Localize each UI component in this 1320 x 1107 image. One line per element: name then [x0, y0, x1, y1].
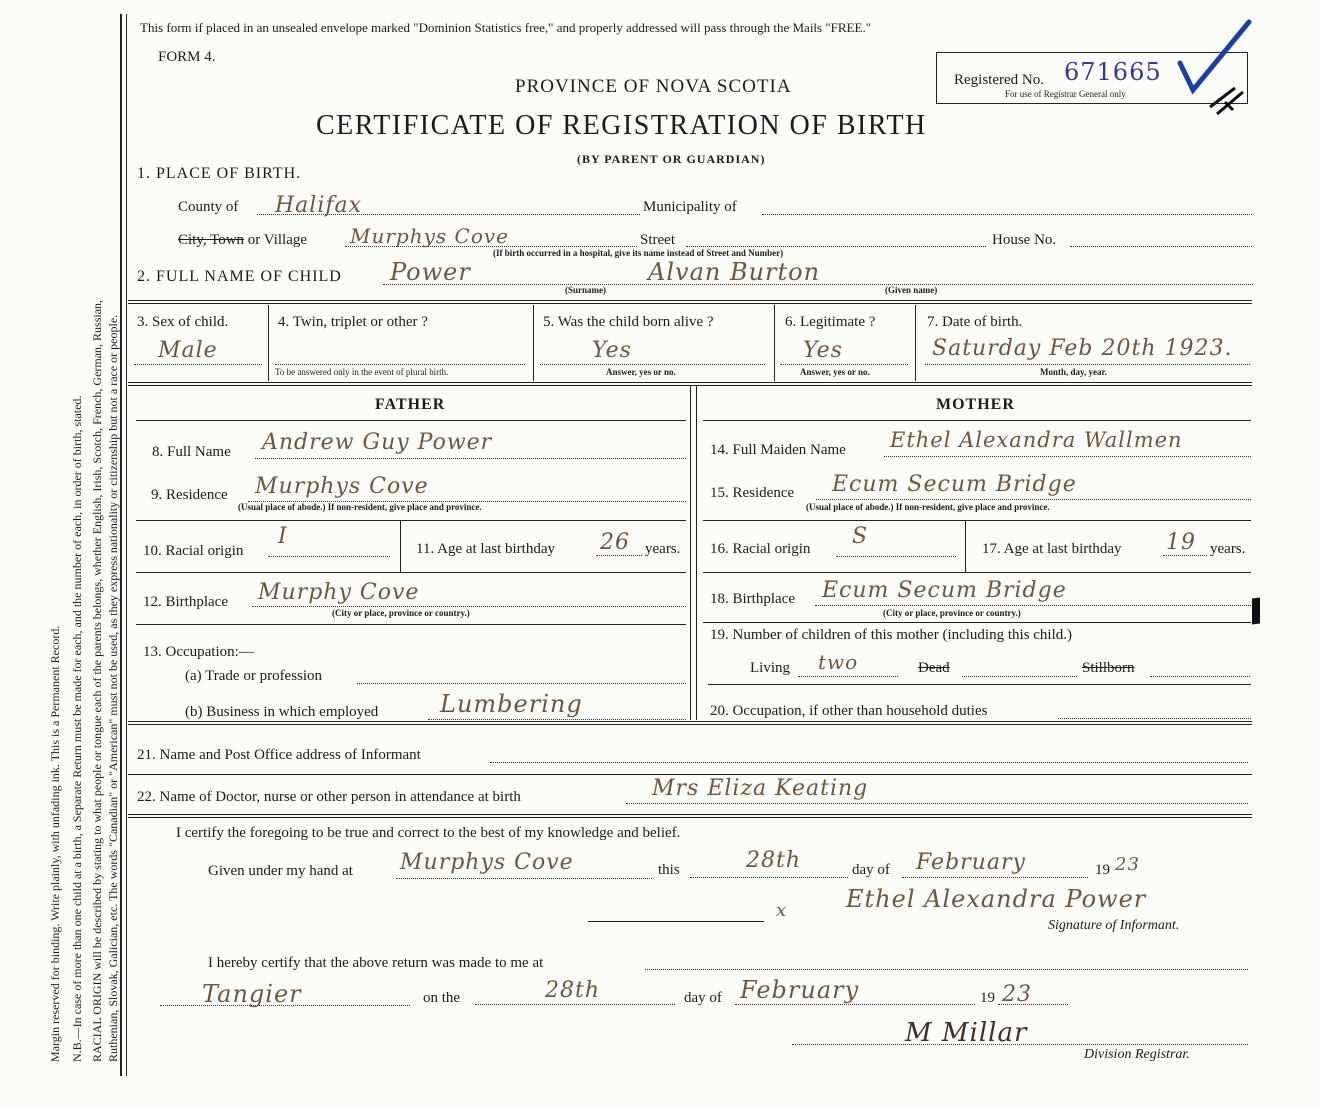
city-town-label	[178, 232, 307, 249]
certify-month-value: February	[916, 850, 1026, 875]
legitimate-caption: Answer, yes or no.	[800, 367, 870, 377]
registrar-place-line	[160, 1005, 410, 1006]
certify-year-prefix: 19	[1095, 862, 1110, 878]
father-heading-rule	[136, 420, 686, 421]
legitimate-value: Yes	[803, 338, 843, 363]
mother-name-value: Ethel Alexandra Wallmen	[890, 428, 1183, 452]
father-row-rule-2	[136, 572, 686, 573]
province-heading: PROVINCE OF NOVA SCOTIA	[515, 76, 792, 97]
margin-note-racial-2	[106, 315, 121, 1062]
county-label: County of	[178, 199, 239, 215]
father-age-value: 26	[600, 530, 630, 555]
sex-label: 3. Sex of child.	[137, 314, 229, 330]
mother-residence-label: 15. Residence	[710, 485, 795, 501]
informant-signature: Ethel Alexandra Power	[846, 885, 1147, 913]
given-name-caption: (Given name)	[885, 285, 938, 295]
father-birthplace-value: Murphy Cove	[258, 580, 420, 605]
margin-note-binding	[48, 626, 63, 1062]
father-trade-label: (a) Trade or profession	[185, 668, 323, 684]
sex-line	[134, 364, 262, 365]
registrar-statement-line	[645, 969, 1248, 970]
village-value: Murphys Cove	[350, 224, 510, 248]
certificate-title: CERTIFICATE OF REGISTRATION OF BIRTH	[316, 110, 927, 141]
section-rule-4	[128, 814, 1252, 818]
mother-heading-rule	[703, 420, 1251, 421]
section-rule-3	[128, 721, 1252, 725]
mother-residence-caption: (Usual place of abode.) If non-resident, give place and province.	[806, 502, 1050, 512]
mother-row-rule-3	[703, 622, 1251, 623]
row3-div-1	[268, 305, 269, 381]
given-place-line	[396, 878, 652, 879]
father-name-value: Andrew Guy Power	[262, 430, 493, 455]
informant-mark-line	[588, 921, 764, 922]
father-residence-label: 9. Residence	[151, 487, 228, 503]
father-name-line	[255, 458, 686, 459]
mother-heading: MOTHER	[936, 396, 1015, 413]
mother-occupation-line	[1058, 718, 1251, 719]
alive-label: 5. Was the child born alive ?	[543, 314, 714, 330]
stillborn-line	[1150, 676, 1250, 677]
margin-border-inner	[126, 14, 127, 1076]
row3-div-2	[533, 305, 534, 381]
dead-line	[962, 676, 1077, 677]
hospital-note: (If birth occurred in a hospital, give its name instead of Street and Number)	[493, 248, 784, 258]
registrar-place-value: Tangier	[202, 980, 302, 1008]
doctor-value: Mrs Eliza Keating	[652, 776, 869, 801]
registrar-signature: M Millar	[905, 1018, 1028, 1048]
date-of-birth-value: Saturday Feb 20th 1923.	[932, 336, 1233, 361]
certify-day-line	[690, 877, 848, 878]
mother-racial-line	[836, 556, 956, 557]
certify-day-of-label: day of	[852, 862, 890, 878]
registrar-note: For use of Registrar General only	[1005, 89, 1126, 99]
street-label: Street	[640, 232, 675, 248]
mail-notice: This form if placed in an unsealed envelope marked "Dominion Statistics free," and properly addressed will pass through the Mails "FREE."	[140, 20, 872, 35]
registrar-year-line	[998, 1004, 1068, 1005]
city-town-struck: City, Town	[178, 232, 245, 248]
child-surname: Power	[390, 258, 471, 286]
registrar-year-prefix: 19	[980, 990, 995, 1006]
mother-row-rule-2	[703, 572, 1251, 573]
father-age-line	[596, 555, 642, 556]
section-rule-1	[128, 300, 1252, 304]
registrar-day-of-label: day of	[684, 990, 722, 1006]
margin-note-binding-text: Margin reserved for binding. Write plainly, with unfading ink. This is a Permanent Record.	[48, 625, 62, 1062]
informant-rule	[128, 774, 1252, 775]
margin-note-nb-text: N.B.—In case of more than one child at a birth, a Separate Return must be made for each, and the number of each, in order of birth, stated.	[70, 395, 84, 1062]
mother-age-line	[1163, 555, 1207, 556]
certify-day-value: 28th	[746, 848, 802, 873]
margin-note-nb	[70, 396, 85, 1062]
father-row-rule-3	[136, 624, 686, 625]
informant-signature-caption: Signature of Informant.	[1048, 918, 1180, 933]
father-name-label: 8. Full Name	[152, 444, 231, 460]
certify-month-line	[902, 877, 1088, 878]
child-given-name: Alvan Burton	[648, 258, 821, 286]
stillborn-label: Stillborn	[1082, 660, 1135, 676]
mother-name-line	[884, 456, 1251, 457]
father-age-label: 11. Age at last birthday	[416, 541, 555, 557]
registrar-signature-line	[792, 1044, 1248, 1045]
center-div-a	[690, 386, 691, 720]
dead-label: Dead	[918, 660, 950, 676]
twin-line	[275, 364, 525, 365]
margin-border	[120, 14, 122, 1076]
registrar-statement: I hereby certify that the above return was made to me at	[208, 955, 544, 971]
edge-clip-mark	[1252, 597, 1260, 624]
form-number: FORM 4.	[158, 49, 216, 65]
certify-statement: I certify the foregoing to be true and correct to the best of my knowledge and belief.	[176, 825, 681, 841]
row3-div-3	[774, 305, 775, 381]
date-line	[925, 364, 1250, 365]
father-row-rule-1	[136, 520, 686, 521]
margin-note-racial-1	[90, 300, 105, 1062]
twin-label: 4. Twin, triplet or other ?	[278, 314, 428, 330]
father-business-label: (b) Business in which employed	[185, 704, 379, 720]
mother-racial-div	[965, 521, 966, 572]
informant-mark: x	[776, 900, 788, 921]
father-residence-caption: (Usual place of abode.) If non-resident, give place and province.	[238, 502, 482, 512]
this-label: this	[658, 862, 680, 878]
mother-residence-line	[816, 499, 1251, 500]
father-occupation-label: 13. Occupation:—	[143, 644, 254, 660]
on-the-label: on the	[423, 990, 461, 1006]
mother-years: years.	[1210, 541, 1246, 557]
mother-occupation-label: 20. Occupation, if other than household duties	[710, 703, 988, 719]
father-racial-div	[400, 521, 401, 572]
municipality-line	[762, 214, 1252, 215]
living-label: Living	[750, 660, 790, 676]
mother-racial-value: S	[852, 524, 869, 549]
margin-note-racial-1-text: RACIAL ORIGIN will be described by stating to what people or tongue each of the parents belongs, whether English, Irish, Scotch, French, German, Russian,	[90, 299, 104, 1062]
given-place-value: Murphys Cove	[400, 850, 574, 875]
child-name-label: 2. FULL NAME OF CHILD	[137, 268, 342, 285]
mother-row-rule-1	[703, 520, 1251, 521]
mother-age-value: 19	[1166, 530, 1196, 555]
father-business-line	[428, 719, 686, 720]
registrar-caption: Division Registrar.	[1084, 1047, 1190, 1062]
living-value: two	[818, 650, 859, 674]
alive-caption: Answer, yes or no.	[606, 367, 676, 377]
father-residence-value: Murphys Cove	[255, 474, 429, 499]
place-of-birth-heading: 1. PLACE OF BIRTH.	[137, 165, 302, 182]
informant-line	[490, 762, 1248, 763]
mother-age-label: 17. Age at last birthday	[982, 541, 1122, 557]
registrar-day-line	[475, 1004, 675, 1005]
father-racial-label: 10. Racial origin	[143, 543, 244, 559]
twin-caption: To be answered only in the event of plural birth.	[275, 367, 449, 377]
date-of-birth-label: 7. Date of birth.	[927, 314, 1023, 330]
registrar-month-value: February	[740, 976, 860, 1004]
mother-residence-value: Ecum Secum Bridge	[832, 472, 1077, 497]
registered-number: 671665	[1064, 58, 1162, 86]
doctor-label: 22. Name of Doctor, nurse or other person in attendance at birth	[137, 789, 521, 805]
or-village-label: or Village	[247, 232, 308, 248]
father-years: years.	[645, 541, 681, 557]
registered-label: Registered No.	[954, 72, 1044, 88]
county-value: Halifax	[275, 193, 363, 218]
certificate-subtitle: (BY PARENT OR GUARDIAN)	[577, 152, 766, 166]
father-birthplace-label: 12. Birthplace	[143, 594, 228, 610]
house-no-label: House No.	[992, 232, 1057, 248]
margin-note-racial-2-text: Ruthenian, Slovak, Galician, etc. The words "Canadian" or "American" must not be used, as they express nationality or citizenship but not a race or people.	[106, 314, 120, 1062]
mother-birthplace-caption: (City or place, province or country.)	[883, 608, 1021, 618]
house-line	[1070, 246, 1252, 247]
date-caption: Month, day, year.	[1040, 367, 1107, 377]
mother-children-label: 19. Number of children of this mother (including this child.)	[710, 627, 1073, 643]
informant-label: 21. Name and Post Office address of Informant	[137, 747, 421, 763]
alive-line	[540, 364, 765, 365]
legitimate-label: 6. Legitimate ?	[785, 314, 876, 330]
registrar-day-value: 28th	[545, 978, 601, 1003]
father-business-value: Lumbering	[440, 690, 583, 718]
stamp-scribble-icon	[1205, 82, 1250, 122]
registrar-month-line	[735, 1004, 975, 1005]
mother-name-label: 14. Full Maiden Name	[710, 442, 846, 458]
sex-value: Male	[158, 338, 218, 363]
given-under-label: Given under my hand at	[208, 863, 353, 879]
mother-birthplace-value: Ecum Secum Bridge	[822, 578, 1067, 603]
father-birthplace-line	[252, 606, 686, 607]
surname-caption: (Surname)	[565, 285, 606, 295]
father-racial-value: I	[278, 524, 288, 549]
certify-year-value: 23	[1115, 854, 1140, 875]
mother-row-rule-4	[708, 684, 1251, 685]
father-trade-line	[357, 683, 686, 684]
father-birthplace-caption: (City or place, province or country.)	[332, 608, 470, 618]
row3-div-4	[915, 305, 916, 381]
center-div-b	[696, 386, 697, 720]
alive-value: Yes	[592, 338, 632, 363]
living-line	[798, 676, 898, 677]
registrar-year-value: 23	[1002, 982, 1032, 1007]
legitimate-line	[780, 364, 908, 365]
mother-birthplace-label: 18. Birthplace	[710, 591, 795, 607]
mother-racial-label: 16. Racial origin	[710, 541, 811, 557]
father-racial-line	[268, 556, 390, 557]
street-line	[686, 246, 986, 247]
mother-birthplace-line	[815, 605, 1251, 606]
municipality-label: Municipality of	[643, 199, 737, 215]
doctor-line	[626, 803, 1248, 804]
father-heading: FATHER	[375, 396, 446, 413]
